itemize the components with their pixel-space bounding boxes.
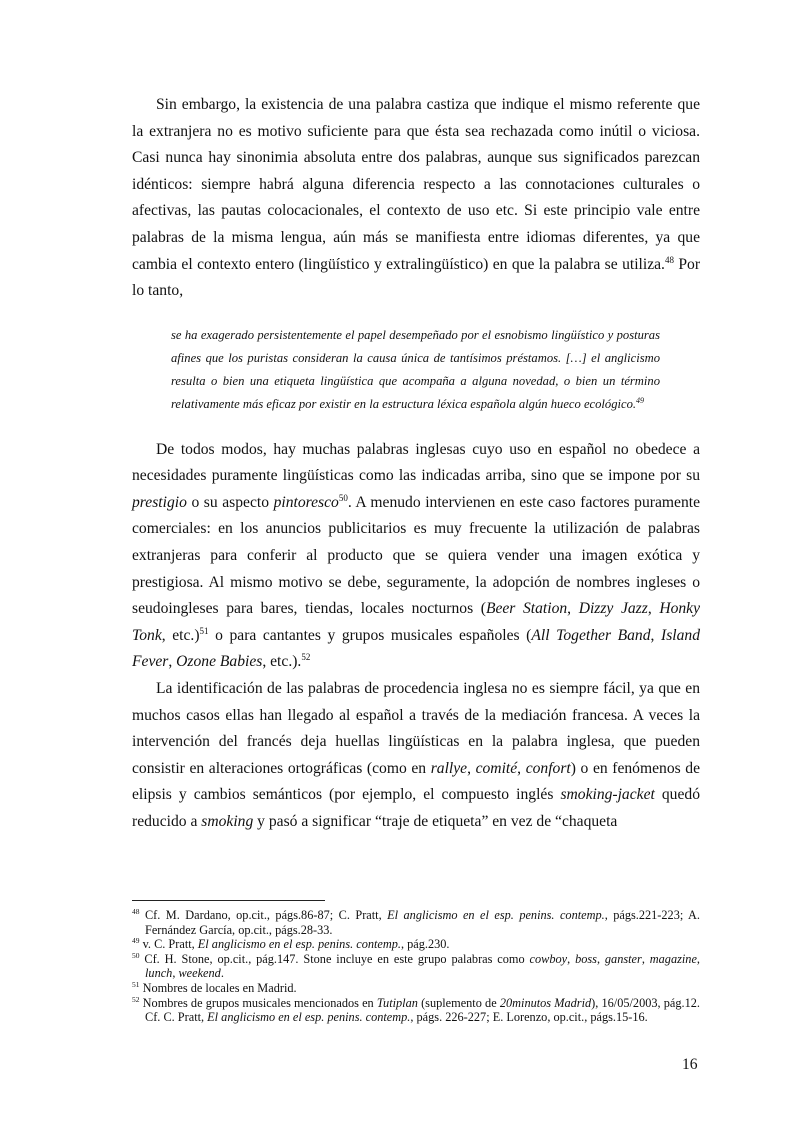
text: , págs. 226-227; E. Lorenzo, op.cit., págs.15-16. — [410, 1010, 648, 1025]
italic-term: rallye — [430, 759, 468, 777]
italic-title: El anglicismo en el esp. penins. contemp. — [387, 908, 605, 922]
text: , — [596, 951, 605, 966]
italic-term: All Together Band — [531, 626, 651, 644]
italic-term: Island Fever — [132, 626, 700, 671]
text: . — [220, 966, 224, 981]
paragraph-3 — [132, 676, 700, 836]
text: , etc.). — [262, 653, 302, 671]
footnote-48 — [132, 908, 700, 937]
text: (suplemento de — [417, 995, 500, 1010]
text: , — [641, 951, 650, 966]
text: , — [696, 951, 700, 966]
text: Nombres de grupos musicales mencionados en — [139, 995, 377, 1010]
text: , — [517, 759, 526, 777]
main-text — [132, 92, 700, 835]
footnote-52 — [132, 996, 700, 1025]
footnote-ref-51[interactable]: 51 — [199, 625, 209, 636]
text: La identificación de las palabras de procedencia inglesa no es siempre fácil, ya que en muchos casos ellas han llegado al español a través de la mediación francesa. A veces la intervención del francés deja huellas lingüísticas en la palabra inglesa, que pueden consistir en alteraciones ortográficas (como en — [132, 679, 700, 777]
italic-title: Tutiplan — [376, 995, 418, 1010]
text: o su aspecto — [186, 493, 274, 511]
paragraph-2 — [132, 437, 700, 676]
text: , — [567, 951, 576, 966]
italic-term: weekend — [178, 966, 221, 981]
italic-term: Beer Station — [485, 600, 568, 618]
paragraph-1 — [132, 92, 700, 305]
text: ), 16/05/2003, pág.12. Cf. C. Pratt, — [145, 995, 700, 1025]
text: v. C. Pratt, — [139, 937, 198, 952]
text: Nombres de locales en Madrid. — [139, 980, 297, 995]
italic-term: Dizzy Jazz — [578, 600, 648, 618]
footnote-ref-50[interactable]: 50 — [338, 492, 348, 503]
text: De todos modos, hay muchas palabras inglesas cuyo uso en español no obedece a necesidades puramente lingüísticas como las indicadas arriba, sino que se impone por su — [132, 440, 700, 485]
footnote-ref-48[interactable]: 48 — [664, 254, 674, 265]
footnote-number: 52 — [132, 994, 140, 1004]
text: , etc.) — [161, 626, 200, 644]
italic-term: magazine — [649, 951, 697, 966]
italic-term: Ozone Babies — [176, 653, 263, 671]
text: , — [650, 626, 662, 644]
page-number: 16 — [682, 1056, 698, 1073]
italic-term: prestigio — [132, 493, 187, 511]
text: . A menudo intervienen en este caso factores puramente comerciales: en los anuncios publicitarios es muy frecuente la utilización de palabras extranjeras para conferir al producto que se quiera vender una imagen exótica y prestigiosa. Al mismo motivo se debe, seguramente, la adopción de nombres ingleses o seudoingleses para bares, tiendas, locales nocturnos ( — [132, 493, 700, 618]
italic-term: boss — [575, 951, 597, 966]
text: y pasó a significar “traje de etiqueta” en vez de “chaqueta — [253, 812, 618, 830]
footnote-separator — [132, 900, 325, 901]
italic-term: pintoresco — [273, 493, 339, 511]
text: Sin embargo, la existencia de una palabra castiza que indique el mismo referente que la extranjera no es motivo suficiente para que ésta sea rechazada como inútil o viciosa. Casi nunca hay sinonimia absoluta entre dos palabras, aunque sus significados parezcan idénticos: siempre habrá alguna diferencia respecto a las connotaciones culturales o afectivas, las pautas colocacionales, el contexto de uso etc. Si este principio vale entre palabras de la misma lengua, aún más se manifiesta entre idiomas diferentes, ya que cambia el contexto entero (lingüístico y extralingüístico) en que la palabra se utiliza. — [132, 96, 700, 273]
text: , — [172, 966, 179, 981]
footnotes — [132, 908, 700, 1025]
text: , pág.230. — [401, 937, 450, 952]
footnote-number: 50 — [132, 950, 140, 960]
italic-title: 20minutos Madrid — [499, 995, 592, 1010]
footnote-number: 48 — [132, 906, 140, 916]
footnote-number: 49 — [132, 936, 140, 946]
footnote-51 — [132, 981, 700, 996]
text: o para cantantes y grupos musicales españoles ( — [208, 626, 532, 644]
italic-term: smoking-jacket — [560, 786, 655, 804]
text: Cf. H. Stone, op.cit., pág.147. Stone incluye en este grupo palabras como — [139, 951, 530, 966]
text: Por lo tanto, — [132, 255, 701, 300]
italic-term: lunch — [145, 966, 173, 981]
footnote-50 — [132, 952, 700, 981]
italic-term: confort — [525, 759, 571, 777]
footnote-49 — [132, 937, 700, 952]
footnote-ref-49[interactable]: 49 — [636, 396, 645, 406]
italic-title: El anglicismo en el esp. penins. contemp. — [207, 1010, 411, 1025]
text: ) o en fenómenos de elipsis y cambios semánticos (por ejemplo, el compuesto inglés — [132, 759, 701, 804]
footnote-ref-52[interactable]: 52 — [301, 652, 311, 663]
italic-term: comité — [475, 759, 518, 777]
text: , — [647, 600, 660, 618]
text: , — [168, 653, 177, 671]
quote-text: se ha exagerado persistentemente el papel desempeñado por el esnobismo lingüístico y posturas afines que los puristas consideran la causa única de tantísimos préstamos. […] el anglicismo resulta o bien una etiqueta lingüística que acompaña a alguna novedad, o bien un término relativamente más eficaz por existir en la estructura léxica española algún hueco ecológico. — [171, 327, 660, 412]
text: quedó reducido a — [132, 786, 700, 830]
block-quote — [171, 324, 660, 417]
text: , — [567, 600, 579, 618]
italic-title: El anglicismo en el esp. penins. contemp. — [197, 937, 401, 952]
italic-term: Honky Tonk — [132, 600, 701, 644]
footnote-number: 51 — [132, 979, 140, 989]
italic-term: ganster — [604, 951, 642, 966]
text: , págs.221-223; A. Fernández García, op.cit., págs.28-33. — [145, 908, 701, 937]
italic-term: smoking — [201, 812, 254, 830]
text: Cf. M. Dardano, op.cit., págs.86-87; C. Pratt, — [139, 908, 388, 922]
italic-term: cowboy — [529, 951, 568, 966]
text: , — [467, 759, 476, 777]
